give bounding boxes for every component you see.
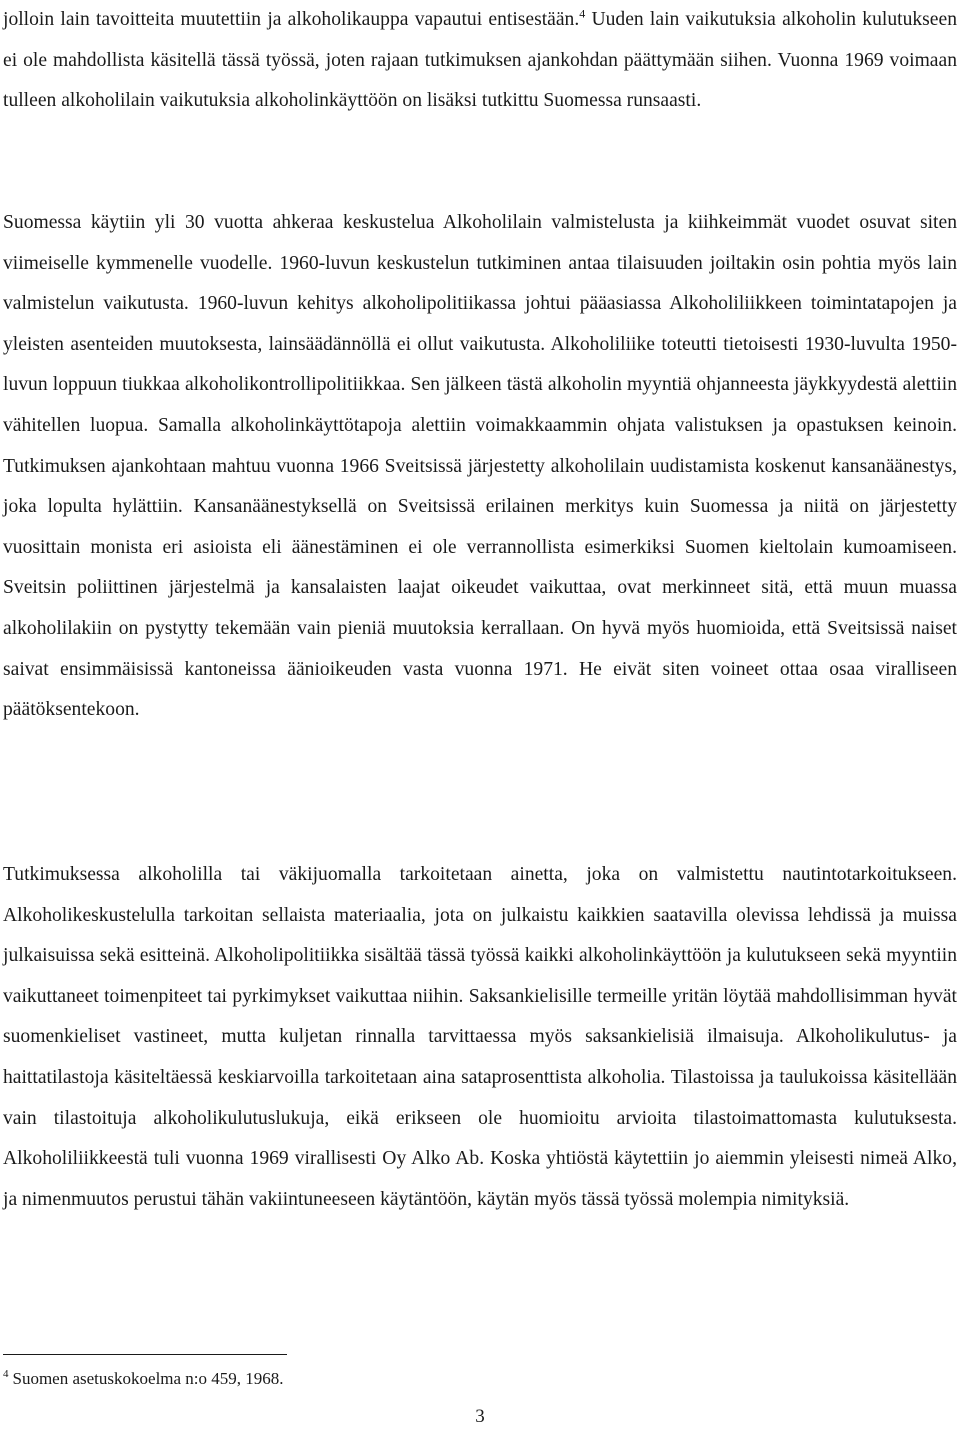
paragraph-1-text-b: Uuden lain vaikutuksia alkoholin kulutukseen ei ole mahdollista käsitellä tässä työssä, joten rajaan tutkimuksen ajankohdan päättymään siihen. Vuonna 1969 voimaan tulleen alkoholilain vaikutuksia alkoholinkäyttöön on lisäksi tutkittu Suomessa runsaasti. (3, 9, 957, 112)
footnote-number: 4 (3, 1368, 9, 1381)
footnote-separator (3, 1354, 287, 1355)
paragraph-2: Suomessa käytiin yli 30 vuotta ahkeraa keskustelua Alkoholilain valmistelusta ja kiihkeimmät vuodet osuvat siten viimeiselle kymmenelle vuodelle. 1960-luvun keskustelun tutkiminen antaa tilaisuuden joiltakin osin pohtia myös lain valmistelun vaikutusta. 1960-luvun kehitys alkoholipolitiikassa johtui pääasiassa Alkoholiliikkeen toimintatapojen ja yleisten asenteiden muutoksesta, lainsäädännöllä ei ollut vaikutusta. Alkoholiliike toteutti tietoisesti 1930-luvulta 1950-luvun loppuun tiukkaa alkoholikontrollipolitiikkaa. Sen jälkeen tästä alkoholin myyntiä ohjanneesta jäykkyydestä alettiin vähitellen luopua. Samalla alkoholinkäyttötapoja alettiin voimakkaammin ohjata valistuksen ja opastuksen keinoin. Tutkimuksen ajankohtaan mahtuu vuonna 1966 Sveitsissä järjestetty alkoholilain uudistamista koskenut kansanäänestys, joka lopulta hylättiin. Kansanäänestyksellä on Sveitsissä erilainen merkitys kuin Suomessa ja niitä on järjestetty vuosittain monista eri asioista eli äänestäminen ei ole verrannollista esimerkiksi Suomen kieltolain kumoamiseen. Sveitsin poliittinen järjestelmä ja kansalaisten laajat oikeudet vaikuttaa, ovat merkinneet sitä, että muun muassa alkoholilakiin on pystytty tekemään vain pieniä muutoksia kerrallaan. On hyvä myös huomioida, että Sveitsissä naiset saivat ensimmäisissä kantoneissa äänioikeuden vasta vuonna 1971. He eivät siten voineet ottaa osaa viralliseen päätöksentekoon. (3, 212, 957, 721)
footnote-reference: 4 (579, 6, 586, 21)
paragraph-3: Tutkimuksessa alkoholilla tai väkijuomalla tarkoitetaan ainetta, joka on valmistettu nautintotarkoitukseen. Alkoholikeskustelulla tarkoitan sellaista materiaalia, jota on julkaistu kaikkien saatavilla olevissa lehdissä ja muissa julkaisuissa sekä esitteinä. Alkoholipolitiikka sisältää tässä työssä kaikki alkoholinkäyttöön ja kulutukseen sekä myyntiin vaikuttaneet toimenpiteet tai pyrkimykset vaikuttaa niihin. Saksankielisille termeille yritän löytää mahdollisimman hyvät suomenkieliset vastineet, mutta kuljetan rinnalla tarvittaessa myös saksankielisiä ilmaisuja. Alkoholikulutus- ja haittatilastoja käsiteltäessä keskiarvoilla tarkoitetaan aina sataprosenttista alkoholia. Tilastoissa ja taulukoissa käsitellään vain tilastoituja alkoholikulutuslukuja, eikä erikseen ole huomioitu arvioita tilastoimattomasta kulutuksesta. Alkoholiliikkeestä tuli vuonna 1969 virallisesti Oy Alko Ab. Koska yhtiöstä käytettiin jo aiemmin yleisesti nimeä Alko, ja nimenmuutos perustui tähän vakiintuneeseen käytäntöön, käytän myös tässä työssä molempia nimityksiä. (3, 864, 957, 1210)
paragraph-1-text-a: jolloin lain tavoitteita muutettiin ja alkoholikauppa vapautui entisestään. (3, 9, 580, 30)
page-number: 3 (475, 1406, 485, 1427)
footnote-text: Suomen asetuskokoelma n:o 459, 1968. (12, 1369, 284, 1388)
footnote (3, 1368, 284, 1390)
paragraph-1 (3, 0, 957, 122)
